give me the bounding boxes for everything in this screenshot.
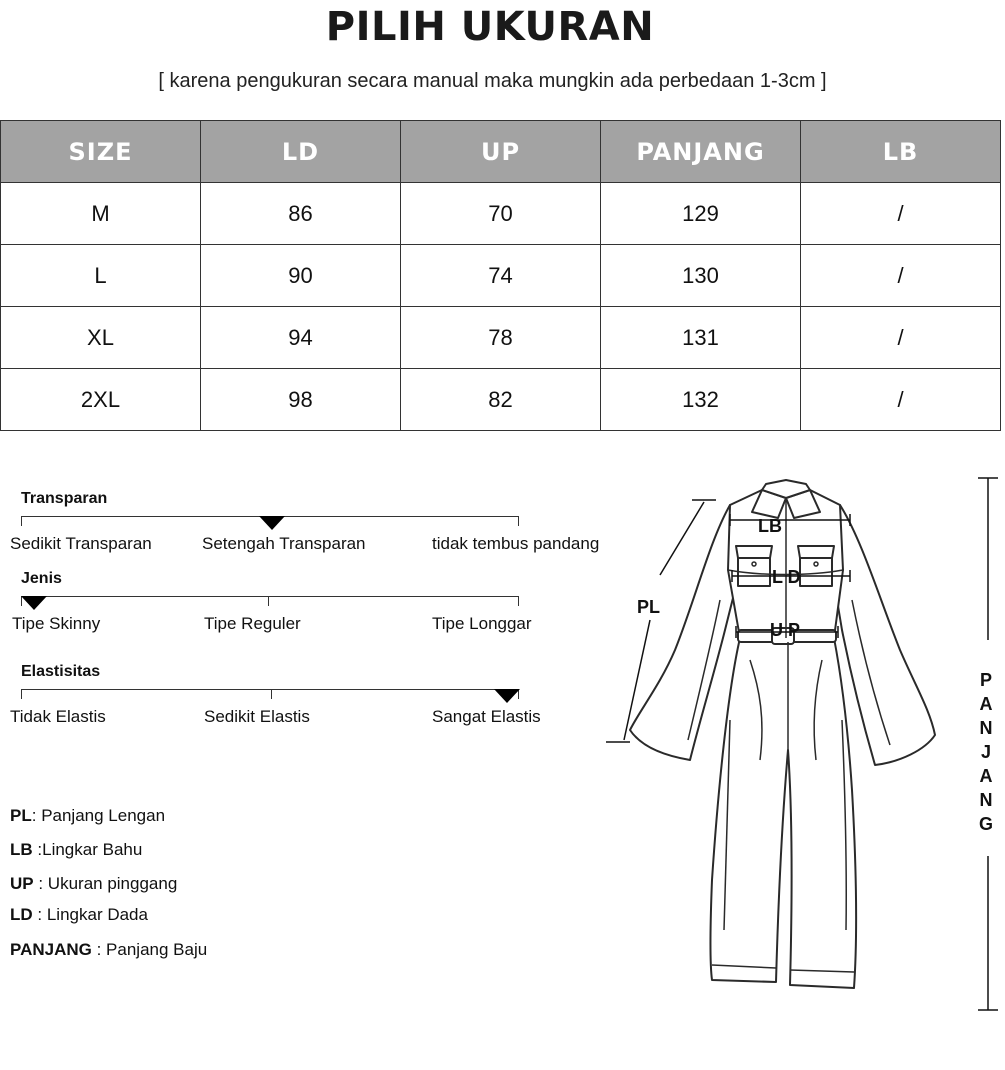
header-lb: LB bbox=[801, 121, 1001, 183]
scale-option: Tipe Longgar bbox=[432, 614, 532, 633]
scale-transparan bbox=[0, 490, 620, 580]
table-row bbox=[1, 183, 1001, 245]
scale-option: Sedikit Elastis bbox=[204, 707, 310, 726]
legend-desc: Panjang Baju bbox=[106, 940, 208, 959]
cell-ld: 90 bbox=[201, 245, 401, 307]
cell-panjang: 129 bbox=[601, 183, 801, 245]
label-panjang-letter: P bbox=[979, 670, 992, 690]
label-panjang bbox=[975, 668, 997, 836]
scale-tick bbox=[271, 689, 272, 699]
legend-desc: Ukuran pinggang bbox=[47, 874, 178, 893]
cell-up: 78 bbox=[401, 307, 601, 369]
table-row bbox=[1, 307, 1001, 369]
cell-panjang: 131 bbox=[601, 307, 801, 369]
legend-sep: : bbox=[31, 806, 42, 825]
cell-lb: / bbox=[801, 183, 1001, 245]
label-panjang-letter: A bbox=[979, 766, 993, 786]
scale-title: Transparan bbox=[21, 490, 108, 507]
legend-desc: Lingkar Dada bbox=[46, 905, 148, 924]
scale-option: Tidak Elastis bbox=[10, 707, 106, 726]
legend-abbr: PANJANG bbox=[10, 940, 92, 959]
scale-option: Tipe Skinny bbox=[12, 614, 101, 633]
scale-title: Jenis bbox=[21, 570, 62, 587]
label-panjang-letter: N bbox=[979, 790, 993, 810]
cell-lb: / bbox=[801, 369, 1001, 431]
selected-marker-icon bbox=[259, 516, 285, 530]
trousers-shape bbox=[711, 638, 857, 988]
legend-sep: : bbox=[33, 874, 48, 893]
scale-elastisitas bbox=[0, 663, 620, 753]
table-row bbox=[1, 245, 1001, 307]
cell-up: 74 bbox=[401, 245, 601, 307]
cell-ld: 86 bbox=[201, 183, 401, 245]
jumpsuit-illustration bbox=[600, 460, 1005, 1020]
legend-item-ld bbox=[10, 905, 148, 925]
header-up: UP bbox=[401, 121, 601, 183]
scale-option: Sangat Elastis bbox=[432, 707, 541, 726]
legend-item-up bbox=[10, 874, 177, 894]
label-ld: L D bbox=[772, 567, 801, 587]
label-lb: LB bbox=[758, 516, 782, 536]
label-panjang-letter: N bbox=[979, 718, 993, 738]
legend-sep: : bbox=[32, 840, 43, 859]
label-panjang-letter: A bbox=[979, 694, 993, 714]
scale-line bbox=[21, 596, 519, 606]
legend-abbr: LB bbox=[10, 840, 33, 859]
table-row bbox=[1, 369, 1001, 431]
header-panjang: PANJANG bbox=[601, 121, 801, 183]
label-panjang-letter: J bbox=[980, 742, 991, 762]
cell-panjang: 132 bbox=[601, 369, 801, 431]
cell-up: 82 bbox=[401, 369, 601, 431]
selected-marker-icon bbox=[494, 689, 520, 703]
legend-desc: Lingkar Bahu bbox=[42, 840, 143, 859]
scale-option: Setengah Transparan bbox=[202, 534, 366, 553]
header-ld: LD bbox=[201, 121, 401, 183]
legend-abbr: LD bbox=[10, 905, 33, 924]
cell-ld: 98 bbox=[201, 369, 401, 431]
header-size: SIZE bbox=[1, 121, 201, 183]
label-pl: PL bbox=[637, 597, 661, 617]
label-panjang-letter: G bbox=[978, 814, 993, 834]
measurement-note: [ karena pengukuran secara manual maka mungkin ada perbedaan 1-3cm ] bbox=[158, 70, 827, 92]
legend-item-panjang bbox=[10, 940, 207, 960]
scale-option: Tipe Reguler bbox=[204, 614, 301, 633]
selected-marker-icon bbox=[21, 596, 47, 610]
cell-panjang: 130 bbox=[601, 245, 801, 307]
legend-sep: : bbox=[32, 905, 47, 924]
left-sleeve-shape bbox=[630, 505, 740, 760]
size-table bbox=[0, 120, 1001, 431]
cell-size: L bbox=[1, 245, 201, 307]
scale-title: Elastisitas bbox=[21, 663, 101, 680]
scale-line bbox=[21, 689, 519, 699]
legend-item-lb bbox=[10, 840, 142, 860]
cell-size: XL bbox=[1, 307, 201, 369]
cell-up: 70 bbox=[401, 183, 601, 245]
legend-item-pl bbox=[10, 806, 165, 826]
cell-lb: / bbox=[801, 245, 1001, 307]
scale-tick bbox=[268, 596, 269, 606]
legend-sep: : bbox=[91, 940, 107, 959]
legend-abbr: PL bbox=[10, 806, 32, 825]
scale-option: Sedikit Transparan bbox=[10, 534, 152, 553]
page-title: PILIH UKURAN bbox=[325, 4, 655, 50]
cell-ld: 94 bbox=[201, 307, 401, 369]
cell-size: M bbox=[1, 183, 201, 245]
cell-size: 2XL bbox=[1, 369, 201, 431]
legend-abbr: UP bbox=[10, 874, 34, 893]
size-table-header-row bbox=[1, 121, 1001, 183]
legend-desc: Panjang Lengan bbox=[41, 806, 166, 825]
scale-option: tidak tembus pandang bbox=[432, 534, 600, 553]
label-up: U P bbox=[770, 620, 801, 640]
scale-jenis bbox=[0, 570, 620, 660]
cell-lb: / bbox=[801, 307, 1001, 369]
